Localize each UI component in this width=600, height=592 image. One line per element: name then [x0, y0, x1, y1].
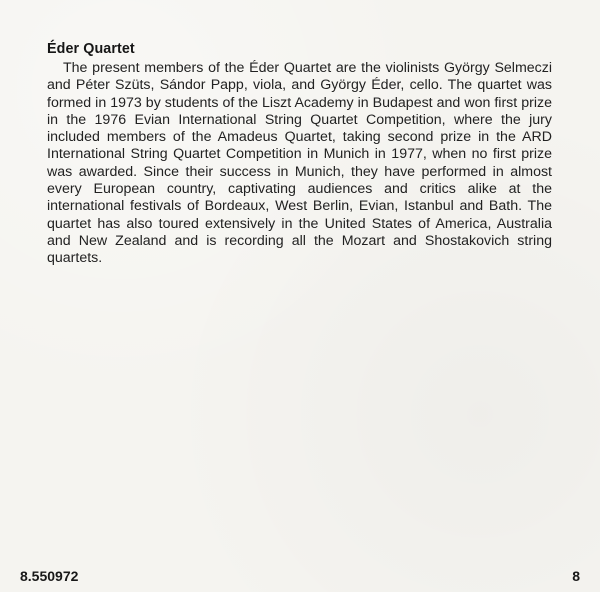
content-block [47, 39, 552, 268]
page-number: 8 [572, 568, 580, 584]
catalog-number: 8.550972 [20, 568, 79, 584]
body-paragraph: The present members of the Éder Quartet are the violinists György Selmeczi and Péter Szüts, Sándor Papp, viola, and György Éder, cello. The quartet was formed in 1973 by students of the Liszt Academy in Budapest and won first prize in the 1976 Evian International String Quartet Competition, where the jury included members of the Amadeus Quartet, taking second prize in the ARD International String Quartet Competition in Munich in 1977, when no first prize was awarded. Since their success in Munich, they have performed in almost every European country, captivating audiences and critics alike at the international festivals of Bordeaux, West Berlin, Evian, Istanbul and Bath. The quartet has also toured extensively in the United States of America, Australia and New Zealand and is recording all the Mozart and Shostakovich string quartets. [47, 60, 552, 267]
section-heading: Éder Quartet [47, 41, 135, 57]
